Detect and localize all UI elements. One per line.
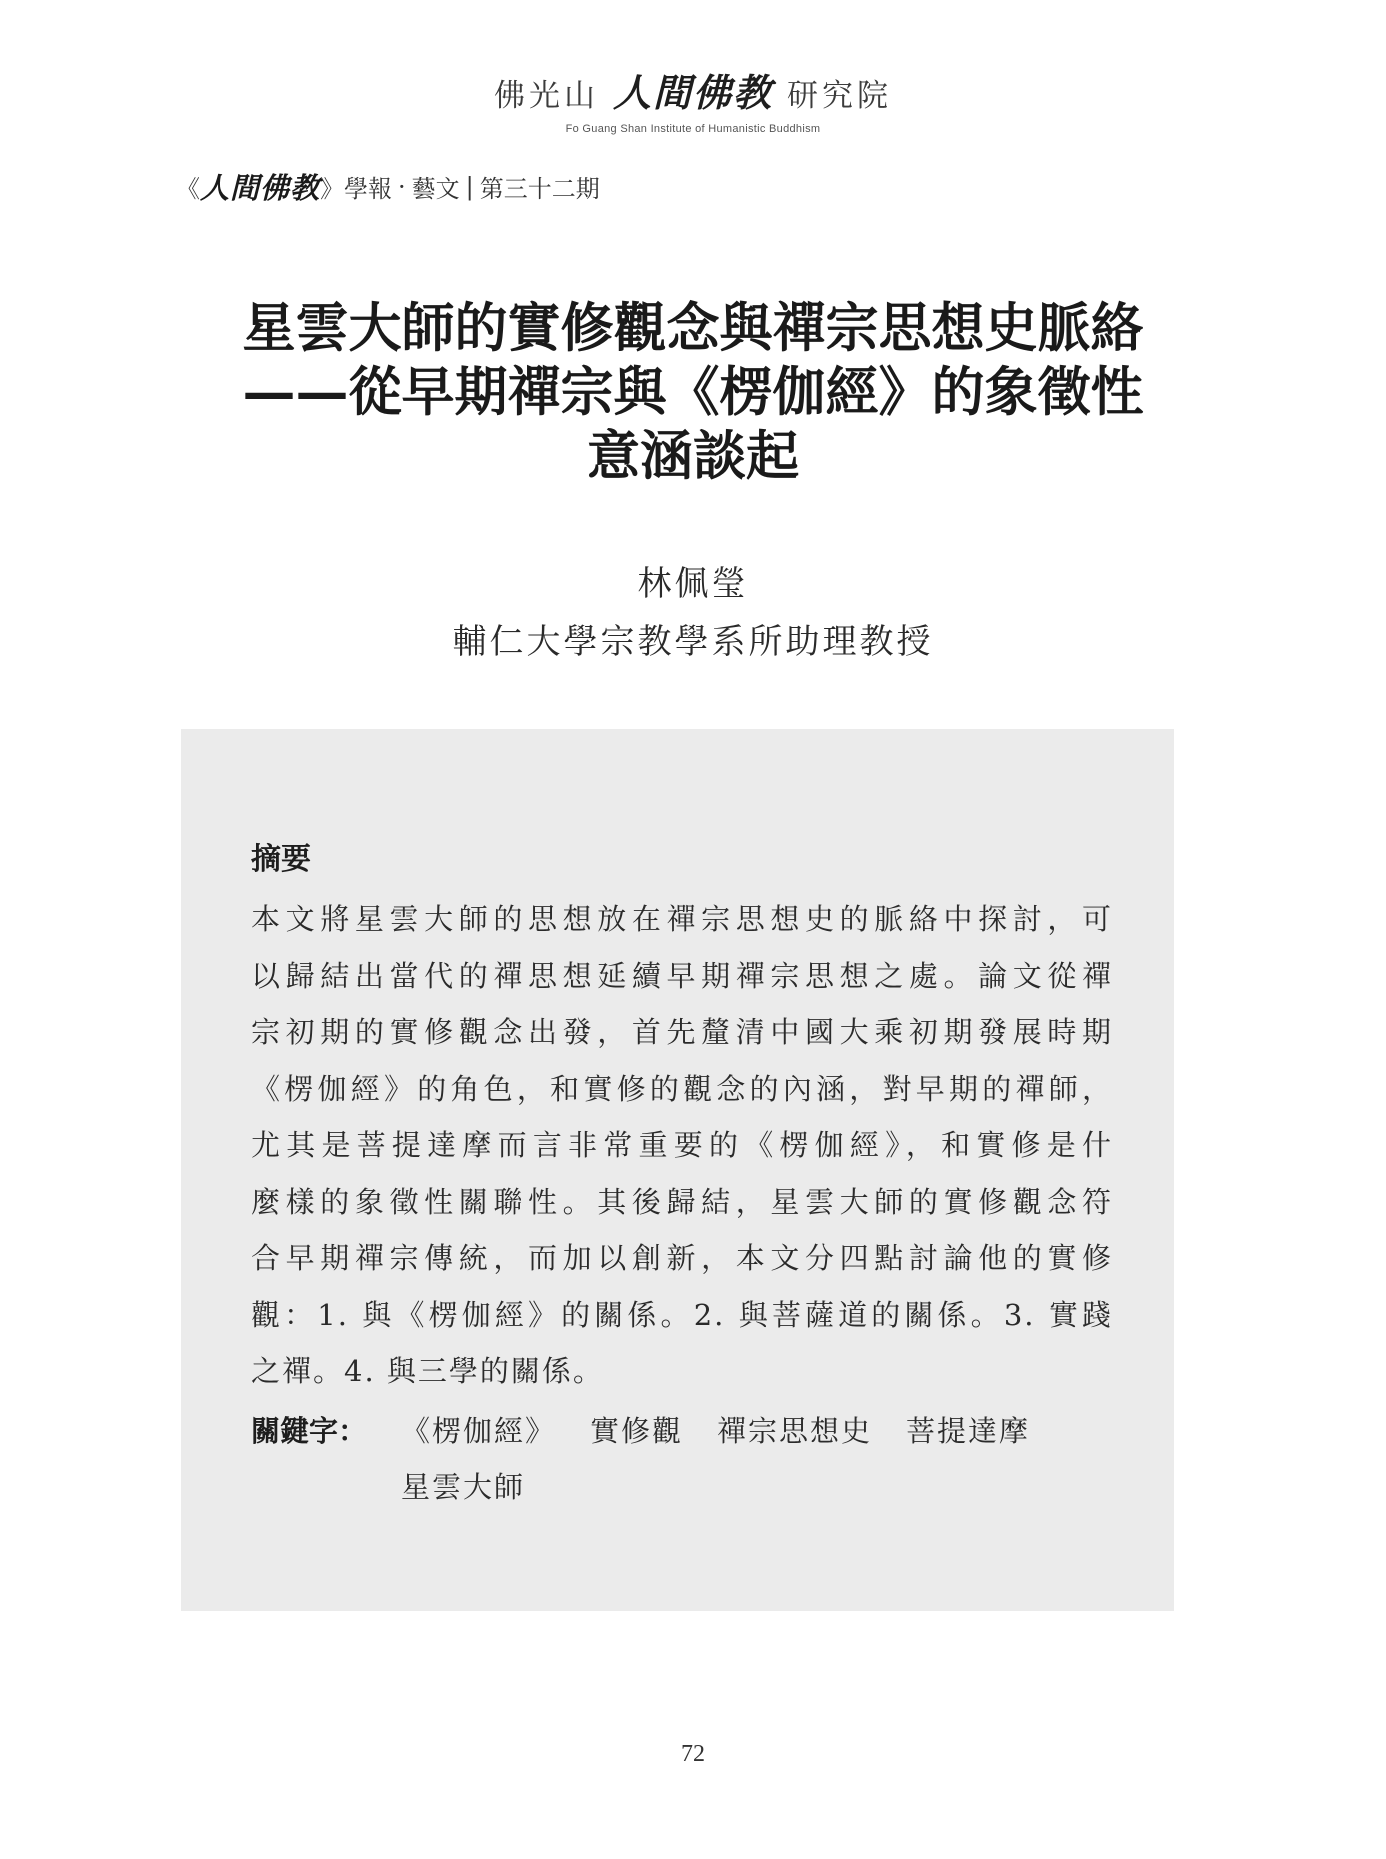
institute-header	[0, 62, 1386, 135]
page-number: 72	[681, 1741, 705, 1767]
institute-prefix: 佛光山	[493, 78, 599, 114]
journal-open-bracket: 《	[176, 175, 200, 203]
journal-running-head	[176, 166, 600, 207]
title-line-3: 意涵談起	[587, 425, 799, 487]
keywords-label: 關鍵字：	[251, 1414, 368, 1448]
abstract-box	[181, 729, 1174, 1611]
abstract-line: 尤其是菩提達摩而言非常重要的《楞伽經》，和實修是什	[251, 1128, 1113, 1162]
abstract-body	[251, 891, 1113, 1400]
abstract-line: 以歸結出當代的禪思想延續早期禪宗思想之處。論文從禪	[251, 958, 1113, 993]
abstract-heading: 摘要	[251, 842, 311, 877]
abstract-line: 合早期禪宗傳統，而加以創新，本文分四點討論他的實修	[251, 1241, 1113, 1275]
abstract-line: 本文將星雲大師的思想放在禪宗思想史的脈絡中探討，可	[251, 902, 1113, 936]
abstract-line: 麼樣的象徵性關聯性。其後歸結，星雲大師的實修觀念符	[251, 1184, 1113, 1219]
journal-name: 學報	[344, 175, 393, 203]
abstract-line: 之禪。4. 與三學的關係。	[251, 1354, 604, 1388]
keyword: 星雲大師	[401, 1470, 526, 1504]
keyword: 禪宗思想史	[717, 1414, 873, 1448]
article-title	[0, 296, 1386, 488]
journal-separator-bar: |	[465, 172, 474, 201]
keywords-row-2	[251, 1465, 1131, 1521]
title-line-1: 星雲大師的實修觀念與禪宗思想史脈絡	[242, 297, 1144, 359]
institute-english-name: Fo Guang Shan Institute of Humanistic Buddhism	[565, 123, 821, 135]
institute-suffix: 研究院	[787, 78, 892, 114]
abstract-line: 宗初期的實修觀念出發，首先釐清中國大乘初期發展時期	[251, 1015, 1113, 1049]
journal-separator-dot: ·	[398, 172, 406, 201]
keyword: 菩提達摩	[906, 1414, 1031, 1448]
title-line-2: ——從早期禪宗與《楞伽經》的象徵性	[242, 361, 1144, 423]
journal-section: 藝文	[411, 175, 460, 203]
institute-name	[494, 62, 892, 117]
author-affiliation: 輔仁大學宗教學系所助理教授	[452, 622, 934, 662]
keyword: 實修觀	[590, 1414, 684, 1448]
abstract-line: 觀：1. 與《楞伽經》的關係。2. 與菩薩道的關係。3. 實踐	[251, 1297, 1113, 1332]
abstract-line: 《楞伽經》的角色，和實修的觀念的內涵，對早期的禪師，	[251, 1071, 1113, 1106]
keyword: 《楞伽經》	[401, 1414, 557, 1448]
author-name: 林佩瑩	[637, 564, 749, 604]
journal-brand-logo: 人間佛教	[200, 171, 321, 205]
keywords-row-1	[251, 1409, 1131, 1465]
institute-brand-logo: 人間佛教	[612, 71, 773, 115]
keywords	[251, 1409, 1131, 1521]
journal-close-bracket: 》	[320, 175, 345, 203]
journal-issue: 第三十二期	[479, 175, 600, 203]
